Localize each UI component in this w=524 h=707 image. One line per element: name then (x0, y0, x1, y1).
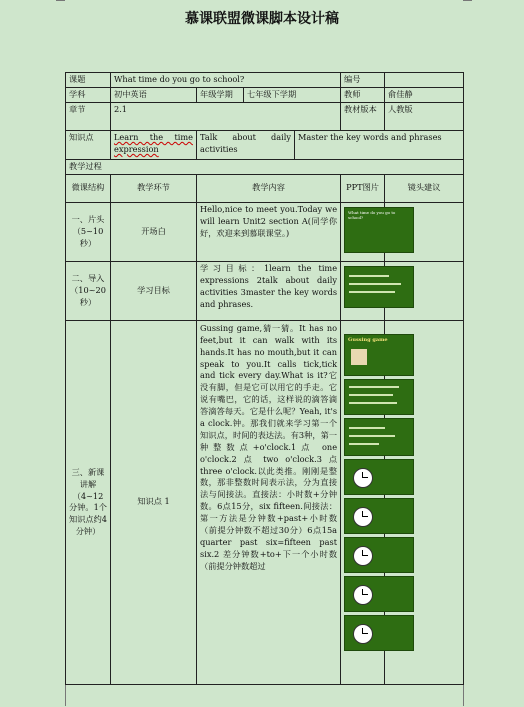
number-value (385, 73, 464, 88)
row-step: 学习目标 (111, 261, 197, 320)
slide-caption: Gussing game (348, 336, 388, 343)
ppt-thumb-game (344, 334, 414, 376)
grade-label: 年级学期 (197, 88, 244, 103)
number-label: 编号 (341, 73, 385, 88)
topic-label: 课题 (66, 73, 111, 88)
knowledge-point-3: Master the key words and phrases (295, 131, 464, 160)
col-step: 教学环节 (111, 174, 197, 202)
textbook-label: 教材版本 (341, 103, 385, 131)
clock-icon (353, 585, 373, 605)
chapter-value: 2.1 (111, 103, 341, 131)
knowledge-point-2: Talk about daily activities (197, 131, 295, 160)
knowledge-point-1: Learn the time expression (111, 131, 197, 160)
teacher-value: 俞佳静 (385, 88, 464, 103)
chapter-label: 章节 (66, 103, 111, 131)
table-row (66, 202, 464, 261)
table-row (66, 320, 464, 684)
process-heading-row (66, 160, 464, 175)
col-ppt-visible: PPT图片 (341, 174, 385, 202)
row-structure: 三、新课讲解（4~12分钟。1个知识点约4分钟） (66, 320, 111, 684)
topic-value: What time do you go to school? (111, 73, 341, 88)
subject-value: 初中英语 (111, 88, 197, 103)
grade-value: 七年级下学期 (244, 88, 341, 103)
row-content: Gussing game,猜一猜。It has no feet,but it can walk with its hands.It has no mouth,but it can speak to you.It calls tick,tick and tick every day.What is it?它没有脚，但是它可以用它的手走。它说有嘴巴，它的话，这样说的滴答滴答滴答每天。它是什么呢？Yeah, it's a clock.钟。那我们就来学习第一个知识点，时间的表达法。有3种，第一种整数点+o'clock.1点 one o'clock.2 点 two o'clock.3 点 three o'clock.以此类推。刚刚是整数，那非整数时间表示法，分为直接法与间接法。直接法：小时数+分钟数。6点15分，six fifteen.间接法：第一方法是分钟数+past+小时数（前提分钟数不超过30分）6点15a quarter past six=fifteen past six.2 差分钟数+to+下一个小时数（前提分钟数超过 (197, 320, 341, 684)
clock-icon (353, 624, 373, 644)
ppt-cell (341, 261, 385, 320)
ppt-thumb-clock-2 (344, 498, 414, 534)
teacher-label: 教师 (341, 88, 385, 103)
ppt-thumb-clock-5 (344, 615, 414, 651)
row-structure: 一、片头（5~10秒） (66, 202, 111, 261)
info-row-topic (66, 73, 464, 88)
ppt-cell (341, 320, 388, 684)
knowledge-label: 知识点 (66, 131, 111, 160)
ppt-thumb-rules (344, 418, 414, 456)
column-header-row (66, 174, 464, 202)
ppt-thumb-clock-4 (344, 576, 414, 612)
col-structure: 微课结构 (66, 174, 111, 202)
slide-caption: What time do you go to school? (348, 209, 396, 221)
row-structure: 二、导入（10~20秒） (66, 261, 111, 320)
ppt-thumb-intro (344, 207, 414, 253)
row-content: Hello,nice to meet you.Today we will learn Unit2 section A(同学你好，欢迎来到慕联课堂。) (197, 202, 341, 261)
crop-mark-tl (56, 0, 65, 1)
info-row-chapter (66, 103, 464, 131)
subject-label: 学科 (66, 88, 111, 103)
table-row (66, 261, 464, 320)
crop-mark-br (463, 680, 473, 706)
document-title: 慕课联盟微课脚本设计稿 (185, 11, 339, 27)
clock-icon (353, 546, 373, 566)
row-step: 知识点 1 (111, 320, 197, 684)
clock-icon (353, 468, 373, 488)
clock-icon (353, 507, 373, 527)
lesson-plan-table (65, 72, 464, 685)
ppt-thumb-clock-1 (344, 459, 414, 495)
process-label: 教学过程 (66, 160, 464, 175)
crop-mark-tr (463, 0, 472, 1)
row-step: 开场白 (111, 202, 197, 261)
textbook-value: 人教版 (385, 103, 464, 131)
info-row-subject (66, 88, 464, 103)
ppt-cell (341, 202, 396, 261)
col-content: 教学内容 (197, 174, 341, 202)
ppt-thumb-clock-3 (344, 537, 414, 573)
col-camera: 镜头建议 (385, 174, 464, 202)
ppt-thumb-time-list (344, 379, 414, 415)
row-content: 学习目标：1learn the time expressions 2talk about daily activities 3master the key words and phrases. (197, 261, 341, 320)
info-row-knowledge (66, 131, 464, 160)
ppt-thumb-goals (344, 266, 414, 308)
